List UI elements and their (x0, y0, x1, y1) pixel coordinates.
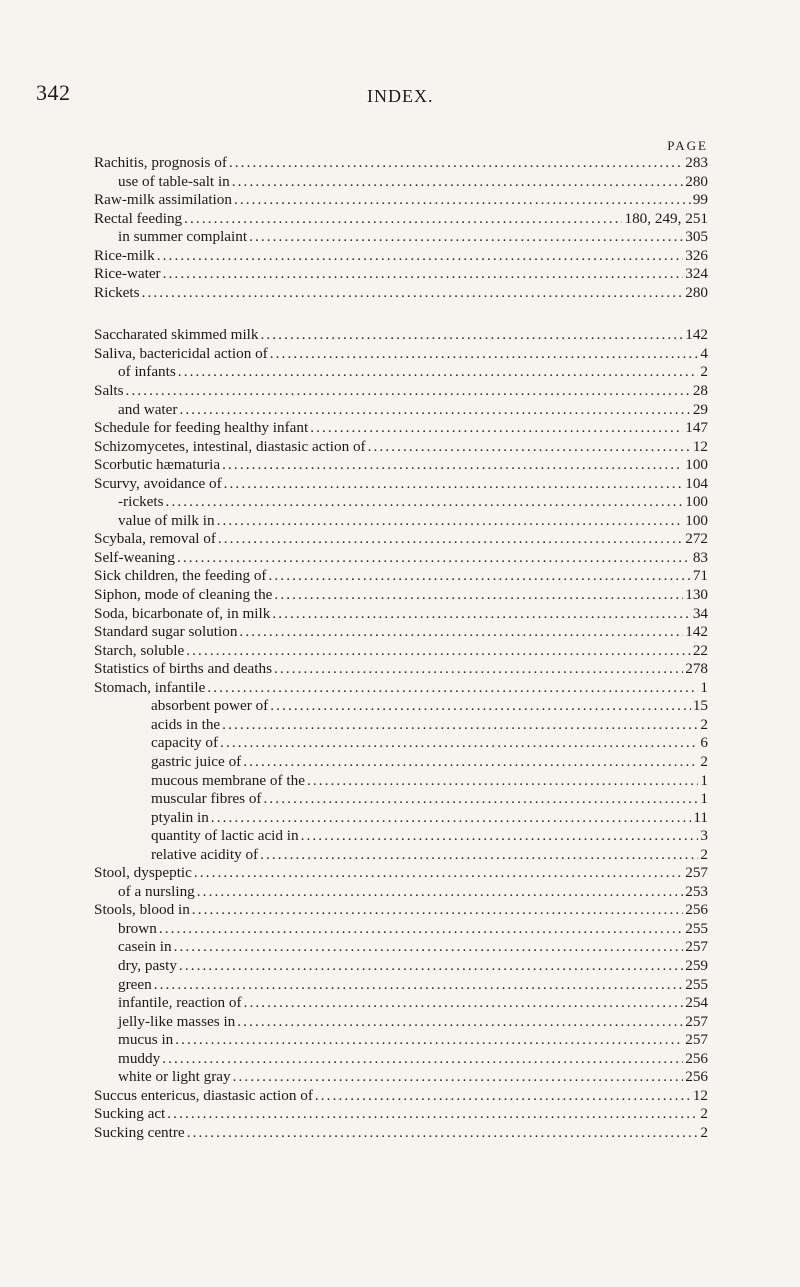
index-entry (94, 247, 708, 266)
page-number: 342 (36, 80, 71, 105)
dot-leader (234, 191, 691, 210)
dot-leader (179, 401, 690, 420)
index-page-ref: 28 (692, 382, 708, 400)
index-entry (94, 1087, 708, 1106)
index-page-ref: 12 (692, 437, 708, 455)
index-entry (94, 228, 708, 247)
index-entry (94, 623, 708, 642)
dot-leader (154, 976, 683, 995)
index-entry (94, 363, 708, 382)
index-term: Schedule for feeding healthy infant (94, 419, 309, 437)
dot-leader (243, 753, 698, 772)
dot-leader (301, 827, 699, 846)
dot-leader (126, 382, 691, 401)
index-entry (94, 901, 708, 920)
dot-leader (315, 1087, 691, 1106)
index-entry (94, 772, 708, 791)
index-page-ref: 280 (685, 283, 708, 301)
index-entry (94, 173, 708, 192)
index-entry (94, 1124, 708, 1143)
index-entry (94, 210, 708, 229)
index-term: Schizomycetes, intestinal, diastasic action of (94, 437, 366, 455)
dot-leader (218, 530, 683, 549)
index-entry (94, 753, 708, 772)
index-page-ref: 253 (685, 882, 708, 900)
dot-leader (272, 605, 691, 624)
index-page-ref: 255 (685, 919, 708, 937)
index-page-ref: 2 (700, 845, 708, 863)
index-page-ref: 272 (685, 530, 708, 548)
index-entry (94, 586, 708, 605)
index-term: Siphon, mode of cleaning the (94, 586, 273, 604)
index-entry (94, 456, 708, 475)
index-term: of infants (118, 363, 176, 381)
index-term: Starch, soluble (94, 641, 185, 659)
index-entry (94, 1031, 708, 1050)
index-term: Succus entericus, diastasic action of (94, 1086, 313, 1104)
index-page-ref: 1 (700, 678, 708, 696)
index-entry (94, 284, 708, 303)
index-term: ptyalin in (151, 808, 209, 826)
index-entry (94, 438, 708, 457)
index-term: -rickets (118, 493, 164, 511)
index-page-ref: 257 (685, 864, 708, 882)
index-page-ref: 257 (685, 938, 708, 956)
index-page-ref: 280 (685, 172, 708, 190)
dot-leader (142, 284, 684, 303)
dot-leader (187, 1124, 699, 1143)
group-separator (94, 302, 708, 326)
index-entry (94, 475, 708, 494)
index-term: green (118, 975, 152, 993)
index-page-ref: 256 (685, 1049, 708, 1067)
index-entry (94, 512, 708, 531)
dot-leader (157, 247, 683, 266)
dot-leader (194, 864, 683, 883)
index-page-ref: 1 (700, 790, 708, 808)
index-term: Stools, blood in (94, 901, 190, 919)
index-entry (94, 994, 708, 1013)
dot-leader (178, 363, 699, 382)
index-entry (94, 1105, 708, 1124)
dot-leader (260, 846, 698, 865)
index-entry (94, 976, 708, 995)
index-page-ref: 104 (685, 474, 708, 492)
index-page-ref: 11 (693, 808, 708, 826)
index-page-ref: 130 (685, 586, 708, 604)
dot-leader (310, 419, 683, 438)
index-entry (94, 326, 708, 345)
index-entry (94, 716, 708, 735)
index-term: Rectal feeding (94, 209, 183, 227)
page-column-label: PAGE (667, 138, 708, 153)
dot-leader (233, 1068, 684, 1087)
index-entry (94, 679, 708, 698)
index-page-ref: 283 (685, 154, 708, 171)
index-page-ref: 100 (685, 456, 708, 474)
dot-leader (222, 456, 683, 475)
index-term: Rice-milk (94, 246, 155, 264)
dot-leader (249, 228, 683, 247)
index-entry (94, 920, 708, 939)
index-page-ref: 254 (685, 994, 708, 1012)
dot-leader (174, 938, 684, 957)
index-term: use of table-salt in (118, 172, 230, 190)
index-entry (94, 345, 708, 364)
index-entry (94, 883, 708, 902)
index-entry (94, 265, 708, 284)
index-term: Soda, bicarbonate of, in milk (94, 604, 271, 622)
index-term: mucous membrane of the (151, 771, 305, 789)
index-entry (94, 642, 708, 661)
index-term: Scorbutic hæmaturia (94, 456, 221, 474)
index-page-ref: 15 (692, 697, 708, 715)
index-page-ref: 99 (692, 191, 708, 209)
index-page-ref: 147 (685, 419, 708, 437)
index-page-ref: 324 (685, 265, 708, 283)
index-page-ref: 256 (685, 1068, 708, 1086)
dot-leader (239, 623, 683, 642)
index-page-ref: 12 (692, 1086, 708, 1104)
index-page-ref: 2 (700, 752, 708, 770)
index-entry (94, 1050, 708, 1069)
dot-leader (197, 883, 683, 902)
index-term: mucus in (118, 1031, 174, 1049)
index-entry (94, 1013, 708, 1032)
index-page-ref: 83 (692, 548, 708, 566)
index-page-ref: 256 (685, 901, 708, 919)
dot-leader (260, 326, 683, 345)
dot-leader (307, 772, 698, 791)
index-term: Saliva, bactericidal action of (94, 344, 268, 362)
dot-leader (159, 920, 683, 939)
dot-leader (264, 790, 699, 809)
index-page-ref: 2 (700, 1123, 708, 1141)
index-term: of a nursling (118, 882, 195, 900)
index-page-ref: 34 (692, 604, 708, 622)
index-term: Sucking act (94, 1105, 166, 1123)
index-term: in summer complaint (118, 228, 248, 246)
index-term: value of milk in (118, 511, 215, 529)
dot-leader (274, 660, 683, 679)
index-page-ref: 100 (685, 511, 708, 529)
dot-leader (220, 734, 698, 753)
index-entry (94, 191, 708, 210)
dot-leader (237, 1013, 683, 1032)
index-page-ref: 142 (685, 623, 708, 641)
dot-leader (270, 345, 699, 364)
index-entry (94, 697, 708, 716)
index-term: casein in (118, 938, 172, 956)
dot-leader (217, 512, 684, 531)
index-page-ref: 326 (685, 246, 708, 264)
dot-leader (163, 265, 684, 284)
index-term: gastric juice of (151, 752, 242, 770)
index-term: Standard sugar solution (94, 623, 238, 641)
index-term: Raw-milk assimilation (94, 191, 232, 209)
index-term: capacity of (151, 734, 219, 752)
index-page-ref: 22 (692, 641, 708, 659)
index-page-ref: 257 (685, 1012, 708, 1030)
index-term: relative acidity of (151, 845, 259, 863)
dot-leader (211, 809, 692, 828)
index-page-ref: 100 (685, 493, 708, 511)
index-entry (94, 827, 708, 846)
index-page-ref: 305 (685, 228, 708, 246)
index-page-ref: 2 (700, 1105, 708, 1123)
index-page-ref: 180, 249, 251 (624, 209, 708, 227)
index-entry (94, 938, 708, 957)
index-page-ref: 2 (700, 715, 708, 733)
dot-leader (179, 957, 683, 976)
index-entry (94, 605, 708, 624)
index-entry (94, 549, 708, 568)
index-page-ref: 4 (700, 344, 708, 362)
index-term: Stool, dyspeptic (94, 864, 192, 882)
index-page-ref: 6 (700, 734, 708, 752)
dot-leader (222, 716, 698, 735)
index-page-ref: 278 (685, 660, 708, 678)
index-term: Sick children, the feeding of (94, 567, 267, 585)
index-page-ref: 29 (692, 400, 708, 418)
dot-leader (229, 154, 683, 173)
index-entry (94, 1068, 708, 1087)
index-entry (94, 154, 708, 173)
index-term: infantile, reaction of (118, 994, 242, 1012)
dot-leader (232, 173, 683, 192)
dot-leader (162, 1050, 683, 1069)
dot-leader (167, 1105, 698, 1124)
index-term: Rice-water (94, 265, 161, 283)
index-term: muscular fibres of (151, 790, 262, 808)
index-page-ref: 1 (700, 771, 708, 789)
index-term: muddy (118, 1049, 161, 1067)
index-entry (94, 864, 708, 883)
index-entry (94, 660, 708, 679)
index-term: Scurvy, avoidance of (94, 474, 222, 492)
index-term: and water (118, 400, 178, 418)
index-term: white or light gray (118, 1068, 231, 1086)
dot-leader (175, 1031, 683, 1050)
index-page-ref: 257 (685, 1031, 708, 1049)
index-term: Stomach, infantile (94, 678, 206, 696)
index-term: Self-weaning (94, 548, 175, 566)
index-page-ref: 255 (685, 975, 708, 993)
index-term: acids in the (151, 715, 221, 733)
index-entry (94, 809, 708, 828)
index-term: Saccharated skimmed milk (94, 326, 259, 344)
dot-leader (270, 697, 691, 716)
index-term: jelly-like masses in (118, 1012, 236, 1030)
dot-leader (269, 567, 691, 586)
index-list (94, 154, 708, 1142)
index-term: Sucking centre (94, 1123, 185, 1141)
dot-leader (184, 210, 622, 229)
dot-leader (207, 679, 698, 698)
dot-leader (274, 586, 683, 605)
index-term: Salts (94, 382, 124, 400)
index-term: brown (118, 919, 157, 937)
dot-leader (166, 493, 684, 512)
index-entry (94, 957, 708, 976)
index-term: Statistics of births and deaths (94, 660, 273, 678)
index-entry (94, 401, 708, 420)
index-entry (94, 493, 708, 512)
index-term: Scybala, removal of (94, 530, 216, 548)
dot-leader (186, 642, 691, 661)
index-page-ref: 3 (700, 827, 708, 845)
dot-leader (368, 438, 691, 457)
index-entry (94, 382, 708, 401)
index-term: quantity of lactic acid in (151, 827, 299, 845)
index-page-ref: 2 (700, 363, 708, 381)
dot-leader (244, 994, 684, 1013)
index-page-ref: 259 (685, 956, 708, 974)
index-entry (94, 790, 708, 809)
dot-leader (224, 475, 684, 494)
index-entry (94, 530, 708, 549)
dot-leader (192, 901, 683, 920)
index-entry (94, 734, 708, 753)
index-term: Rickets (94, 283, 140, 301)
index-page-ref: 71 (692, 567, 708, 585)
index-term: dry, pasty (118, 956, 177, 974)
index-term: absorbent power of (151, 697, 269, 715)
running-head: INDEX. (367, 86, 434, 106)
index-term: Rachitis, prognosis of (94, 154, 227, 171)
index-entry (94, 567, 708, 586)
dot-leader (177, 549, 691, 568)
index-entry (94, 846, 708, 865)
index-entry (94, 419, 708, 438)
index-page-ref: 142 (685, 326, 708, 344)
